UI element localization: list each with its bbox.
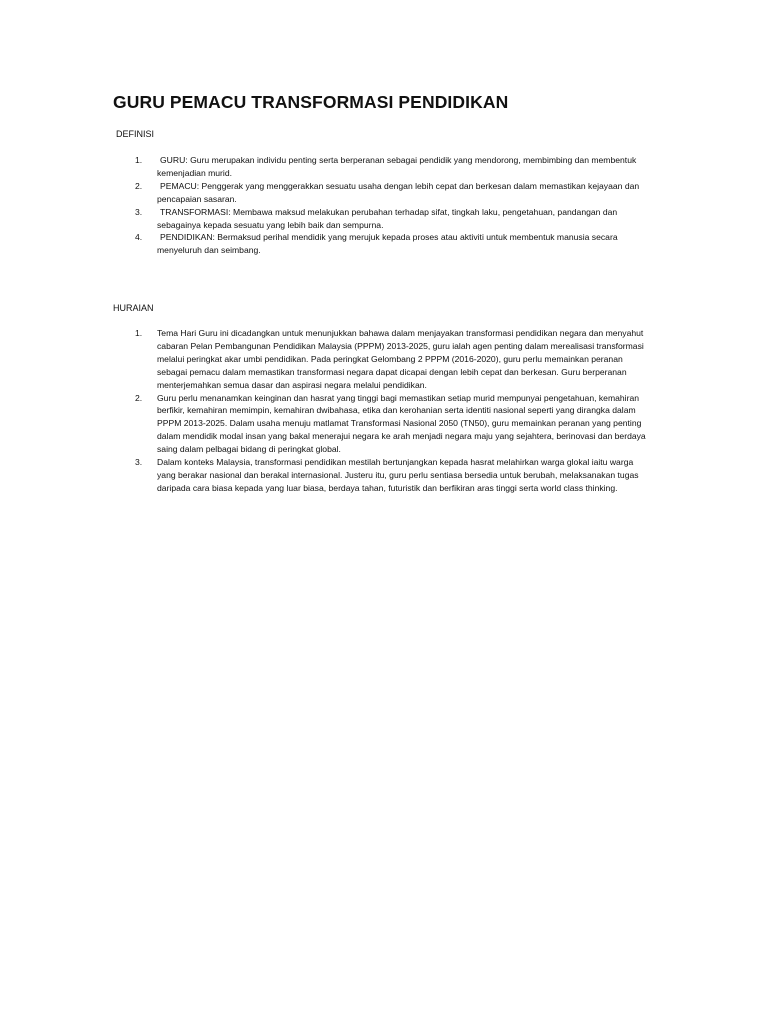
list-item [113, 154, 653, 180]
list-item-number: 4. [135, 232, 143, 243]
list-item-text: PENDIDIKAN: Bermaksud perihal mendidik yang merujuk kepada proses atau aktiviti untuk membentuk manusia secara menyeluruh dan seimbang. [157, 232, 618, 256]
list-item [113, 456, 653, 495]
list-item-text: TRANSFORMASI: Membawa maksud melakukan perubahan terhadap sifat, tingkah laku, pengetahuan, pandangan dan sebagainya kepada sesuatu yang lebih baik dan sempurna. [157, 206, 618, 230]
list-item-number: 3. [135, 206, 143, 217]
definisi-list [113, 154, 653, 257]
list-item [113, 231, 653, 257]
list-item-text: GURU: Guru merupakan individu penting serta berperanan sebagai pendidik yang mendorong, membimbing dan membentuk kemenjadian murid. [157, 155, 637, 178]
section-label-huraian: HURAIAN [113, 303, 154, 313]
list-item-text: Tema Hari Guru ini dicadangkan untuk menunjukkan bahawa dalam menjayakan transformasi pendidikan negara dan menyahut cabaran Pelan Pembangunan Pendidikan Malaysia (PPPM) 2013-2025, guru ialah agen penting dalam merealisasi transformasi melalui peringkat akar umbi pendidikan. Pada peringkat Gelombang 2 PPPM (2016-2020), guru perlu memainkan peranan sebagai pemacu dalam memastikan transformasi negara dapat dicapai dengan lebih cepat dan berkesan. Guru berperanan menterjemahkan semua dasar dan aspirasi negara melalui pendidikan. [157, 328, 644, 390]
list-item-number: 2. [135, 180, 143, 191]
list-item [113, 327, 653, 392]
list-item-number: 1. [135, 328, 143, 338]
list-item-number: 3. [135, 457, 143, 468]
list-item-text: Dalam konteks Malaysia, transformasi pendidikan mestilah bertunjangkan kepada hasrat melahirkan warga glokal iaitu warga yang berakar nasional dan berakal internasional. Justeru itu, guru perlu sentiasa bersedia untuk berubah, melaksanakan tugas daripada cara biasa kepada yang luar biasa, berdaya tahan, futuristik dan berfikiran aras tinggi serta world class thinking. [157, 457, 639, 493]
list-item [113, 392, 653, 457]
list-item-text: Guru perlu menanamkan keinginan dan hasrat yang tinggi bagi memastikan setiap murid mempunyai pengetahuan, kemahiran berfikir, kemahiran memimpin, kemahiran dwibahasa, etika dan kerohanian serta identiti nasional seperti yang dirangka dalam PPPM 2013-2025. Dalam usaha menuju matlamat Transformasi Nasional 2050 (TN50), guru memainkan peranan yang penting dalam mendidik modal insan yang bakal menerajui negara ke arah menjadi negara maju yang sejahtera, berinovasi dan berdaya saing dalam pelbagai bidang di peringkat global. [157, 392, 646, 455]
document-title: GURU PEMACU TRANSFORMASI PENDIDIKAN [113, 92, 509, 112]
list-item [113, 180, 653, 206]
huraian-list [113, 327, 653, 495]
list-item-text: PEMACU: Penggerak yang menggerakkan sesuatu usaha dengan lebih cepat dan berkesan dalam memastikan kejayaan dan pencapaian sasaran. [157, 180, 640, 204]
list-item-number: 2. [135, 392, 143, 403]
section-label-definisi: DEFINISI [116, 129, 155, 139]
list-item [113, 206, 653, 232]
list-item-number: 1. [135, 155, 143, 165]
